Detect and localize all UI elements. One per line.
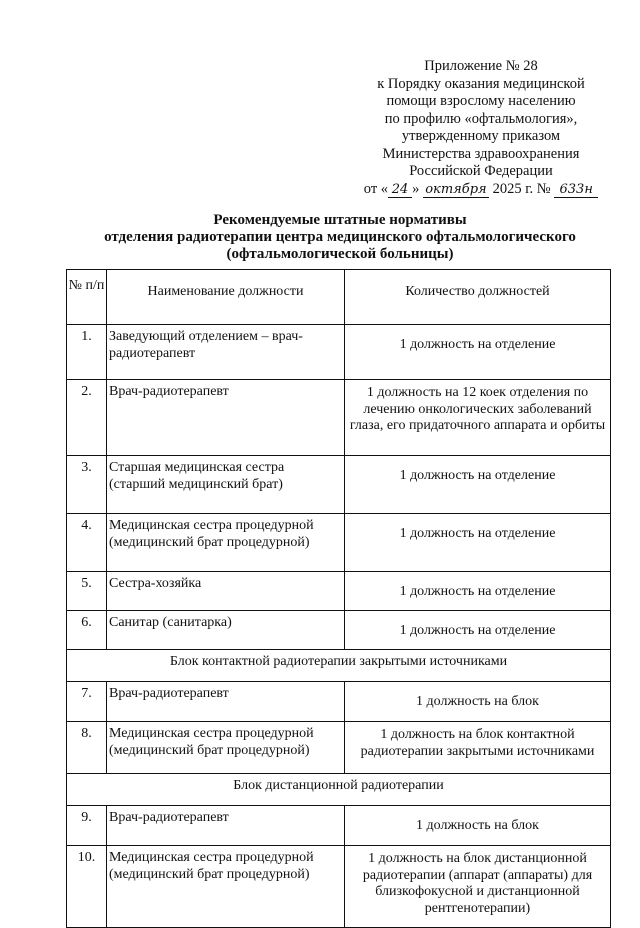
table-row — [67, 456, 611, 514]
row-position: Медицинская сестра процедурной (медицинский брат процедурной) — [107, 846, 345, 928]
annex-line: утвержденному приказом — [401, 128, 561, 144]
annex-line: Российской Федерации — [409, 163, 553, 179]
row-position: Медицинская сестра процедурной (медицинский брат процедурной) — [107, 722, 345, 774]
row-position: Санитар (санитарка) — [107, 611, 345, 650]
year-text: 2025 г. № — [492, 180, 551, 197]
row-position: Сестра-хозяйка — [107, 572, 345, 611]
annex-header — [356, 58, 606, 198]
date-prefix: от « — [363, 180, 389, 197]
row-num: 10. — [67, 846, 107, 928]
handwritten-day: 24 — [388, 183, 412, 198]
row-position: Старшая медицинская сестра (старший медицинский брат) — [107, 456, 345, 514]
table-row — [67, 325, 611, 380]
row-num: 6. — [67, 611, 107, 650]
row-quantity: 1 должность на 12 коек отделения по лечению онкологических заболеваний глаза, его придаточного аппарата и орбиты — [345, 380, 611, 456]
table-row — [67, 682, 611, 722]
row-quantity: 1 должность на отделение — [345, 456, 611, 514]
annex-line: к Порядку оказания медицинской — [377, 75, 585, 92]
table-row — [67, 572, 611, 611]
handwritten-month: октября — [423, 183, 489, 198]
annex-number: Приложение № 28 — [424, 58, 538, 74]
row-quantity: 1 должность на отделение — [345, 325, 611, 380]
table-row — [67, 611, 611, 650]
section-title-distance: Блок дистанционной радиотерапии — [67, 774, 611, 806]
row-quantity: 1 должность на блок дистанционной радиотерапии (аппарат (аппараты) для близкофокусной и дистанционной рентгенотерапии) — [345, 846, 611, 928]
table-row — [67, 846, 611, 928]
title-line: отделения радиотерапии центра медицинского офтальмологического — [104, 229, 576, 245]
row-num: 5. — [67, 572, 107, 611]
section-row — [67, 650, 611, 682]
row-quantity: 1 должность на блок — [345, 682, 611, 722]
row-position: Заведующий отделением – врач-радиотерапевт — [107, 325, 345, 380]
row-position: Медицинская сестра процедурной (медицинский брат процедурной) — [107, 514, 345, 572]
annex-line: Министерства здравоохранения — [382, 145, 580, 162]
row-num: 1. — [67, 325, 107, 380]
row-num: 8. — [67, 722, 107, 774]
table-header-row — [67, 270, 611, 325]
row-quantity: 1 должность на блок контактной радиотерапии закрытыми источниками — [345, 722, 611, 774]
row-num: 4. — [67, 514, 107, 572]
date-mid: » — [412, 180, 420, 197]
table-row — [67, 380, 611, 456]
header-qty: Количество должностей — [345, 270, 611, 325]
row-quantity: 1 должность на отделение — [345, 514, 611, 572]
row-num: 3. — [67, 456, 107, 514]
annex-line: помощи взрослому населению — [386, 93, 576, 109]
document-title — [60, 212, 620, 263]
table-row — [67, 722, 611, 774]
section-row — [67, 774, 611, 806]
row-position: Врач-радиотерапевт — [107, 380, 345, 456]
table-row — [67, 806, 611, 846]
row-quantity: 1 должность на блок — [345, 806, 611, 846]
annex-line: по профилю «офтальмология», — [384, 110, 578, 127]
header-name: Наименование должности — [107, 270, 345, 325]
title-line: Рекомендуемые штатные нормативы — [213, 212, 467, 228]
staff-table — [66, 269, 611, 928]
row-num: 7. — [67, 682, 107, 722]
order-date-line — [356, 181, 606, 199]
table-row — [67, 514, 611, 572]
row-num: 9. — [67, 806, 107, 846]
row-quantity: 1 должность на отделение — [345, 611, 611, 650]
row-position: Врач-радиотерапевт — [107, 806, 345, 846]
section-title-contact: Блок контактной радиотерапии закрытыми источниками — [67, 650, 611, 682]
handwritten-order-number: 633н — [554, 183, 598, 198]
title-line: (офтальмологической больницы) — [226, 246, 454, 262]
row-position: Врач-радиотерапевт — [107, 682, 345, 722]
row-quantity: 1 должность на отделение — [345, 572, 611, 611]
header-num: № п/п — [67, 270, 107, 325]
row-num: 2. — [67, 380, 107, 456]
